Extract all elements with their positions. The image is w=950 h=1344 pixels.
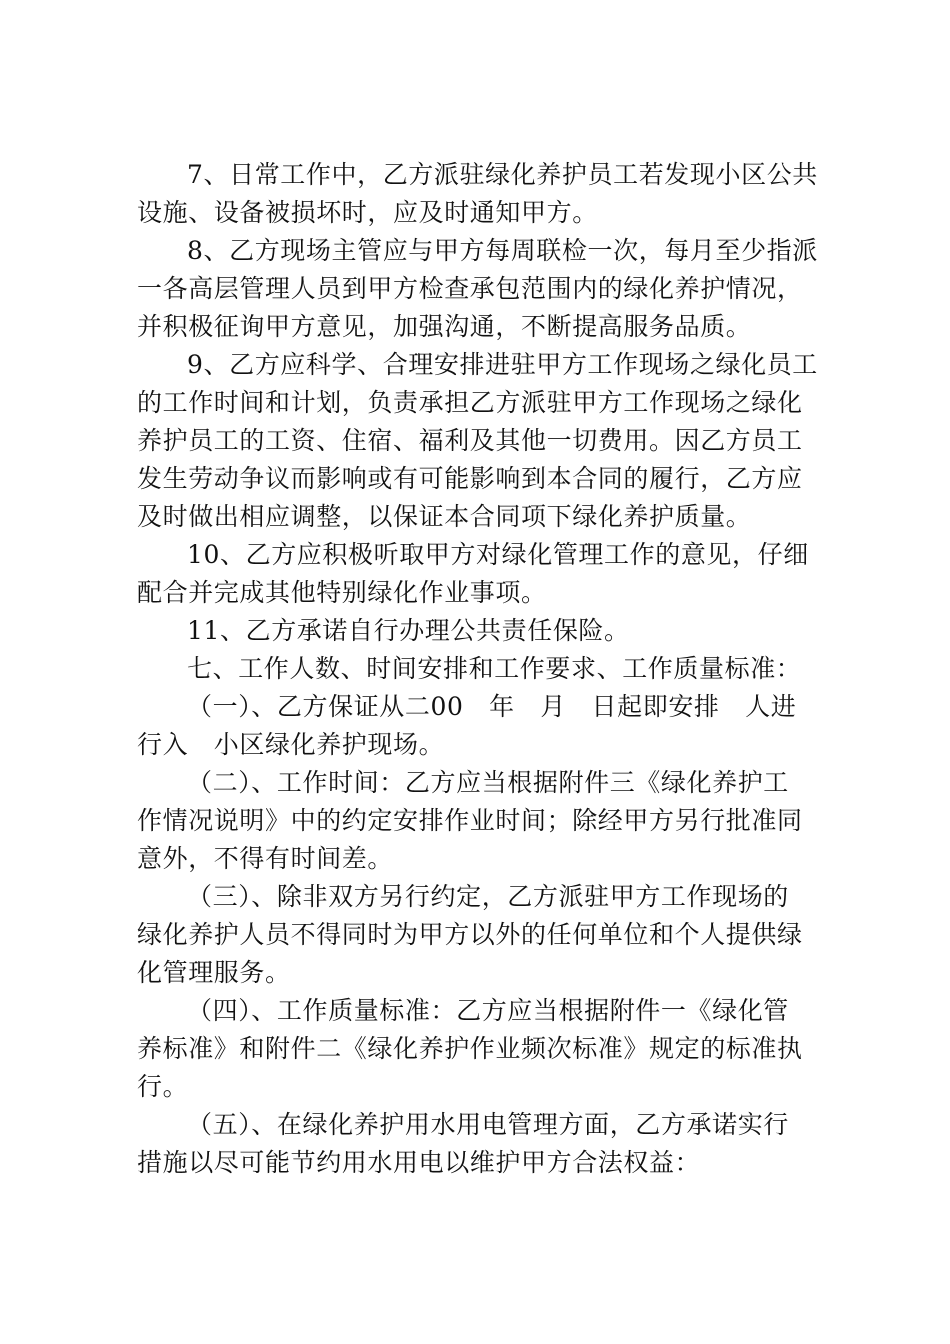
clause-4	[137, 992, 815, 1106]
paragraph-7	[137, 156, 818, 232]
text-line: 11、乙方承诺自行办理公共责任保险。	[187, 616, 630, 645]
text-line: （一）、乙方保证从二00 年 月 日起即安排 人进	[187, 692, 797, 721]
paragraph-8	[137, 232, 818, 346]
text-line: 化管理服务。	[137, 958, 291, 987]
text-line: 9、乙方应科学、合理安排进驻甲方工作现场之绿化员工	[187, 350, 818, 379]
text-line: 一各高层管理人员到甲方检查承包范围内的绿化养护情况，	[137, 274, 803, 303]
text-line: 10、乙方应积极听取甲方对绿化管理工作的意见，仔细	[187, 540, 809, 569]
text-line: （三）、除非双方另行约定，乙方派驻甲方工作现场的	[187, 882, 789, 911]
clause-1	[137, 688, 815, 764]
paragraph-11	[137, 612, 815, 650]
text-line: 养护员工的工资、住宿、福利及其他一切费用。因乙方员工	[137, 426, 803, 455]
section-heading: 七、工作人数、时间安排和工作要求、工作质量标准：	[187, 654, 802, 683]
section-heading-7	[137, 650, 815, 688]
text-line: 意外，不得有时间差。	[137, 844, 394, 873]
text-line: （五）、在绿化养护用水用电管理方面，乙方承诺实行	[187, 1110, 789, 1139]
text-line: （二）、工作时间：乙方应当根据附件三《绿化养护工	[187, 768, 789, 797]
clause-3	[137, 878, 815, 992]
text-line: 配合并完成其他特别绿化作业事项。	[137, 578, 547, 607]
text-line: 作情况说明》中的约定安排作业时间；除经甲方另行批准同	[137, 806, 803, 835]
text-line: 及时做出相应调整，以保证本合同项下绿化养护质量。	[137, 502, 752, 531]
text-line: 8、乙方现场主管应与甲方每周联检一次，每月至少指派	[187, 236, 818, 265]
text-line: 并积极征询甲方意见，加强沟通，不断提高服务品质。	[137, 312, 752, 341]
text-line: 绿化养护人员不得同时为甲方以外的任何单位和个人提供绿	[137, 920, 803, 949]
text-line: 行入 小区绿化养护现场。	[137, 730, 445, 759]
text-line: 7、日常工作中，乙方派驻绿化养护员工若发现小区公共	[187, 160, 818, 189]
clause-2	[137, 764, 815, 878]
text-line: 的工作时间和计划，负责承担乙方派驻甲方工作现场之绿化	[137, 388, 803, 417]
text-line: 发生劳动争议而影响或有可能影响到本合同的履行，乙方应	[137, 464, 803, 493]
paragraph-10	[137, 536, 815, 612]
clause-5	[137, 1106, 815, 1182]
text-line: 措施以尽可能节约用水用电以维护甲方合法权益：	[137, 1148, 701, 1177]
text-line: 设施、设备被损坏时，应及时通知甲方。	[137, 198, 598, 227]
paragraph-9	[137, 346, 818, 536]
text-line: 养标准》和附件二《绿化养护作业频次标准》规定的标准执	[137, 1034, 803, 1063]
text-line: （四）、工作质量标准：乙方应当根据附件一《绿化管	[187, 996, 789, 1025]
text-line: 行。	[137, 1072, 189, 1101]
document-body	[137, 156, 818, 1182]
